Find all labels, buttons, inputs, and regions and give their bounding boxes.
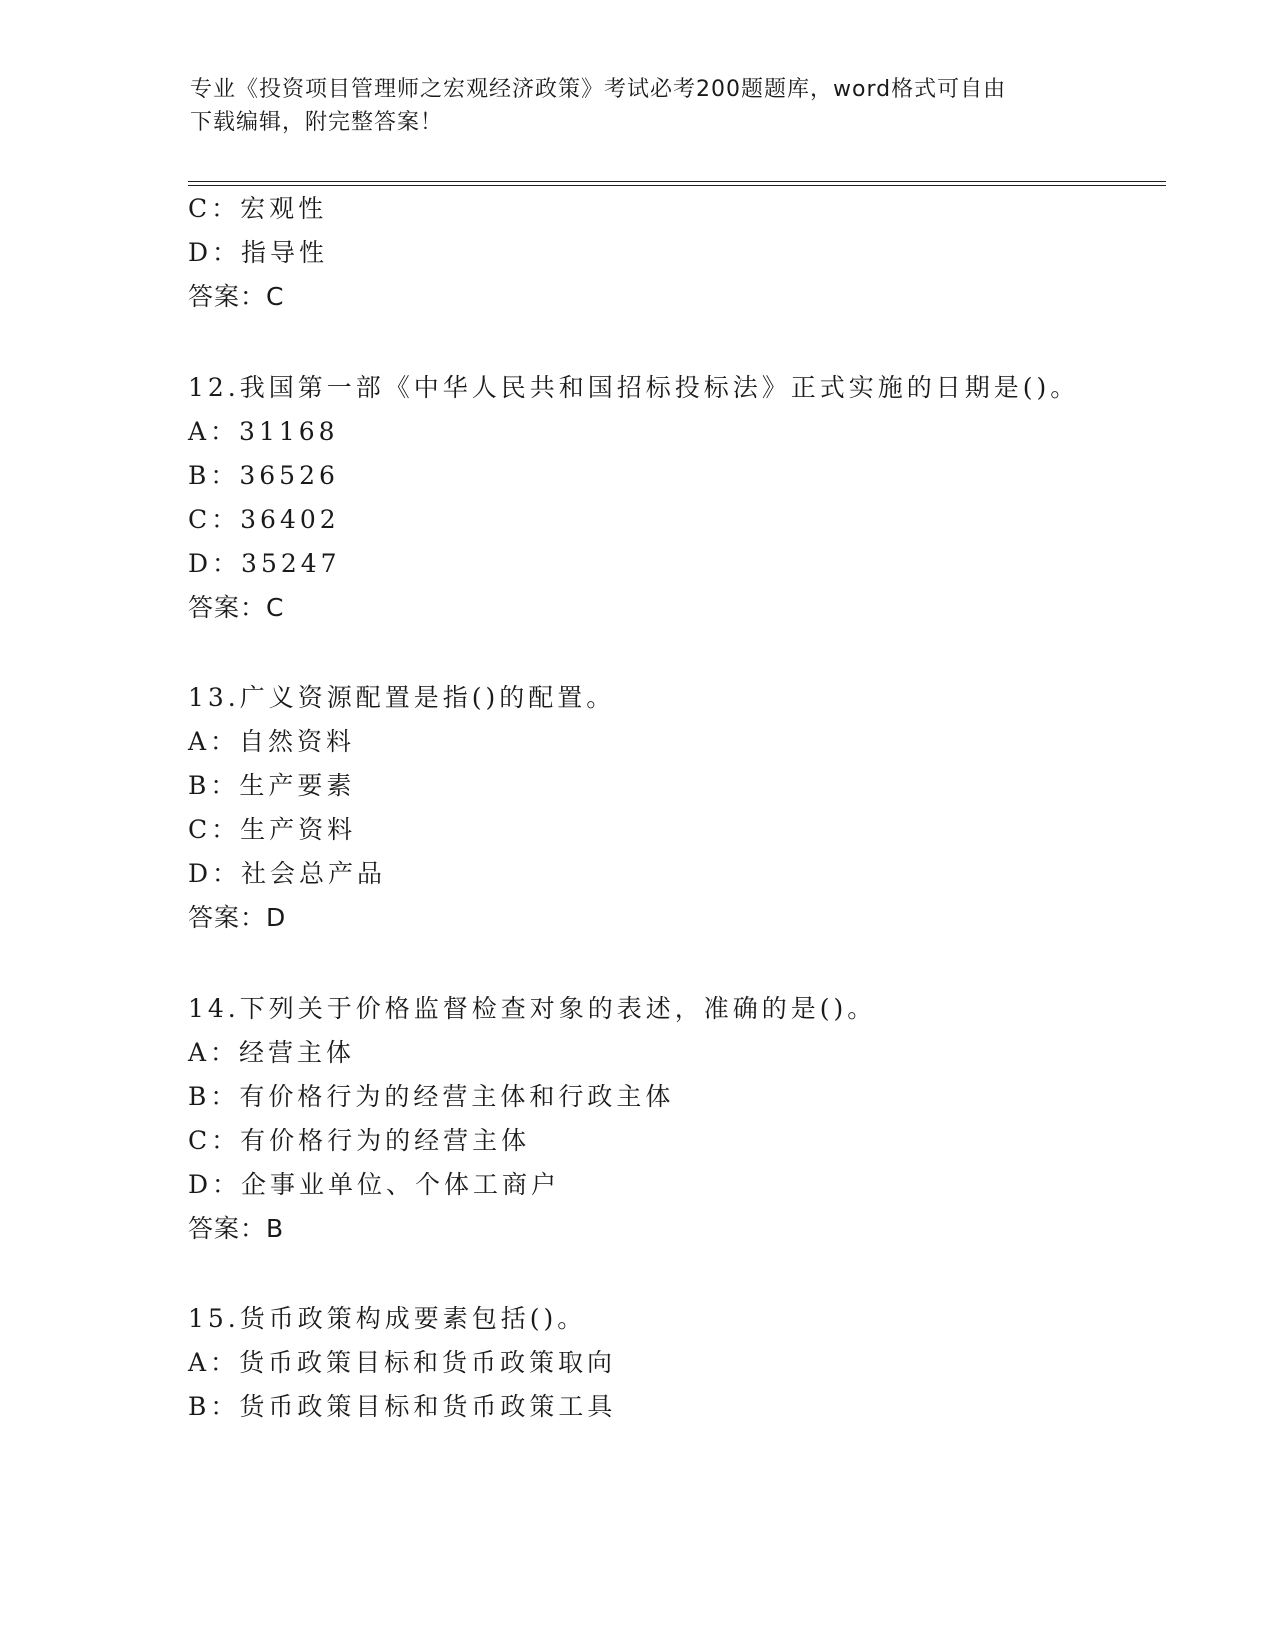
- option-line: B：货币政策目标和货币政策工具: [188, 1392, 617, 1421]
- document-header: [190, 73, 1090, 139]
- question-text: 15.货币政策构成要素包括()。: [188, 1304, 587, 1333]
- option-line: C：36402: [188, 505, 340, 534]
- option-line: D：企事业单位、个体工商户: [188, 1170, 561, 1199]
- answer-line: 答案：D: [188, 903, 287, 932]
- option-line: C：生产资料: [188, 815, 357, 844]
- option-line: D：35247: [188, 549, 341, 578]
- answer-line: 答案：C: [188, 282, 285, 311]
- option-line: B：有价格行为的经营主体和行政主体: [188, 1082, 675, 1111]
- answer-line: 答案：B: [188, 1214, 285, 1243]
- option-line: C：宏观性: [188, 194, 328, 223]
- answer-line: 答案：C: [188, 593, 285, 622]
- option-line: C：有价格行为的经营主体: [188, 1126, 531, 1155]
- option-line: D：指导性: [188, 238, 329, 267]
- option-line: B：生产要素: [188, 771, 356, 800]
- option-line: A：自然资料: [188, 727, 356, 756]
- header-line-2: 下载编辑，附完整答案！: [190, 110, 444, 135]
- option-line: B：36526: [188, 461, 339, 490]
- header-line-1: 专业《投资项目管理师之宏观经济政策》考试必考200题题库，word格式可自由: [190, 77, 1007, 102]
- header-divider-top: [188, 181, 1166, 182]
- header-divider-bottom: [188, 185, 1166, 186]
- option-line: A：货币政策目标和货币政策取向: [188, 1348, 617, 1377]
- question-text: 12.我国第一部《中华人民共和国招标投标法》正式实施的日期是()。: [188, 373, 1080, 402]
- question-text: 14.下列关于价格监督检查对象的表述，准确的是()。: [188, 994, 877, 1023]
- option-line: A：经营主体: [188, 1038, 356, 1067]
- option-line: A：31168: [188, 417, 339, 446]
- option-line: D：社会总产品: [188, 859, 387, 888]
- question-text: 13.广义资源配置是指()的配置。: [188, 683, 616, 712]
